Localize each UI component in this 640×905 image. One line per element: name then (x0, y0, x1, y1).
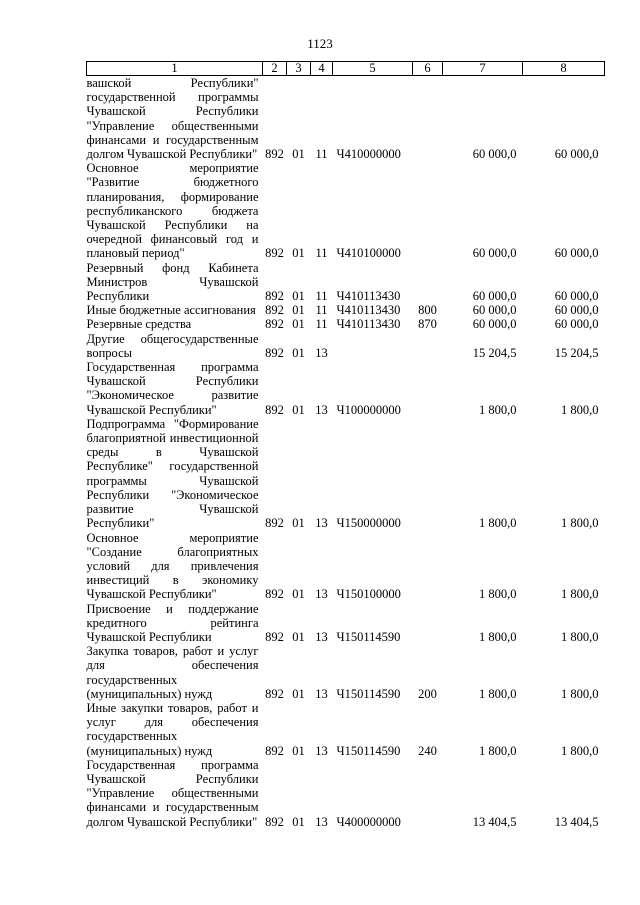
row-amount-1: 60 000,0 (472, 246, 517, 261)
row-expense-type: 800 (418, 303, 437, 318)
row-section: 01 (292, 303, 305, 318)
row-expense-type: 200 (418, 686, 437, 701)
row-section: 01 (292, 686, 305, 701)
table-row (87, 76, 605, 162)
column-header-6: 6 (413, 62, 443, 76)
table-row (87, 644, 605, 701)
row-ministry-code: 892 (265, 289, 284, 304)
row-amount-2: 60 000,0 (554, 317, 599, 332)
row-amount-2: 1 800,0 (561, 516, 599, 531)
row-expense-type (413, 531, 443, 602)
table-row (87, 360, 605, 417)
table-row (87, 602, 605, 645)
row-name: вашской Республики" государственной программы Чувашской Республики "Управление общественными финансами и государственным долгом Чувашской Республики" (86, 76, 259, 162)
row-target-code: Ч410100000 (336, 246, 401, 261)
row-name: Государственная программа Чувашской Республики "Экономическое развитие Чувашской Республики" (86, 360, 259, 417)
row-name: Другие общегосударственные вопросы (86, 331, 259, 360)
header-row (87, 62, 605, 76)
row-amount-2: 60 000,0 (554, 289, 599, 304)
row-amount-2: 13 404,5 (554, 814, 599, 829)
row-subsection: 11 (315, 147, 328, 162)
row-amount-2: 60 000,0 (554, 246, 599, 261)
row-amount-2: 1 800,0 (561, 587, 599, 602)
row-amount-2: 60 000,0 (554, 303, 599, 318)
row-ministry-code: 892 (265, 303, 284, 318)
row-expense-type: 870 (418, 317, 437, 332)
row-name: Резервные средства (86, 317, 192, 332)
row-ministry-code: 892 (265, 516, 284, 531)
row-expense-type (413, 332, 443, 360)
row-amount-2: 15 204,5 (554, 345, 599, 360)
column-header-7: 7 (443, 62, 523, 76)
row-ministry-code: 892 (265, 743, 284, 758)
budget-table (86, 61, 605, 829)
row-amount-2: 1 800,0 (561, 629, 599, 644)
row-amount-1: 1 800,0 (479, 587, 517, 602)
row-target-code: Ч100000000 (336, 402, 401, 417)
table-row (87, 701, 605, 758)
row-ministry-code: 892 (265, 629, 284, 644)
row-ministry-code: 892 (265, 345, 284, 360)
row-subsection: 13 (315, 402, 328, 417)
row-expense-type: 240 (418, 743, 437, 758)
row-name: Резервный фонд Кабинета Министров Чувашской Республики (86, 260, 259, 304)
row-amount-1: 1 800,0 (479, 516, 517, 531)
row-amount-2: 1 800,0 (561, 402, 599, 417)
table-row (87, 261, 605, 304)
column-header-5: 5 (333, 62, 413, 76)
row-amount-1: 1 800,0 (479, 686, 517, 701)
row-section: 01 (292, 629, 305, 644)
row-target-code: Ч150100000 (336, 587, 401, 602)
row-section: 01 (292, 317, 305, 332)
row-ministry-code: 892 (265, 147, 284, 162)
row-target-code: Ч410000000 (336, 147, 401, 162)
row-target-code: Ч410113430 (336, 289, 401, 304)
row-target-code (333, 332, 413, 360)
table-row (87, 531, 605, 602)
row-ministry-code: 892 (265, 402, 284, 417)
row-amount-1: 1 800,0 (479, 402, 517, 417)
table-body (87, 76, 605, 829)
row-section: 01 (292, 402, 305, 417)
table-row (87, 317, 605, 331)
row-name: Государственная программа Чувашской Республики "Управление общественными финансами и государственным долгом Чувашской Республики" (86, 757, 259, 829)
row-section: 01 (292, 147, 305, 162)
row-subsection: 13 (315, 629, 328, 644)
row-ministry-code: 892 (265, 246, 284, 261)
row-name: Подпрограмма "Формирование благоприятной инвестиционной среды в Чувашской Республике" государственной программы Чувашской Республики "Экономическое развитие Чувашской Республики" (86, 416, 259, 531)
row-target-code: Ч150114590 (336, 629, 401, 644)
row-section: 01 (292, 743, 305, 758)
row-subsection: 11 (315, 317, 328, 332)
row-section: 01 (292, 516, 305, 531)
row-target-code: Ч400000000 (336, 814, 401, 829)
column-header-1: 1 (87, 62, 263, 76)
row-name: Основное мероприятие "Создание благоприятных условий для привлечения инвестиций в экономику Чувашской Республики" (86, 530, 259, 602)
table-row (87, 332, 605, 360)
row-subsection: 13 (315, 587, 328, 602)
row-section: 01 (292, 587, 305, 602)
row-subsection: 13 (315, 516, 328, 531)
row-expense-type (413, 360, 443, 417)
page-number: 1123 (307, 36, 333, 51)
table-row (87, 161, 605, 260)
row-amount-1: 60 000,0 (472, 317, 517, 332)
row-subsection: 11 (315, 246, 328, 261)
row-expense-type (413, 758, 443, 829)
row-amount-1: 1 800,0 (479, 743, 517, 758)
row-name: Иные бюджетные ассигнования (86, 303, 256, 318)
row-target-code: Ч150114590 (336, 743, 401, 758)
column-header-2: 2 (263, 62, 287, 76)
row-name: Основное мероприятие "Развитие бюджетного планирования, формирование республиканского бюджета Чувашской Республики на очередной финансовый год и плановый период" (86, 161, 259, 261)
row-section: 01 (292, 814, 305, 829)
row-section: 01 (292, 289, 305, 304)
row-name: Закупка товаров, работ и услуг для обеспечения государственных (муниципальных) нужд (86, 644, 259, 701)
row-subsection: 13 (315, 814, 328, 829)
row-amount-1: 60 000,0 (472, 303, 517, 318)
row-section: 01 (292, 246, 305, 261)
row-amount-1: 60 000,0 (472, 289, 517, 304)
table-row (87, 303, 605, 317)
table-row (87, 417, 605, 531)
row-name: Присвоение и поддержание кредитного рейтинга Чувашской Республики (86, 601, 259, 644)
column-header-8: 8 (523, 62, 605, 76)
row-target-code: Ч410113430 (336, 303, 401, 318)
row-amount-1: 1 800,0 (479, 629, 517, 644)
row-ministry-code: 892 (265, 686, 284, 701)
row-subsection: 11 (315, 303, 328, 318)
column-header-4: 4 (311, 62, 333, 76)
row-expense-type (413, 261, 443, 304)
row-subsection: 13 (315, 743, 328, 758)
row-expense-type (413, 161, 443, 260)
row-amount-1: 15 204,5 (472, 345, 517, 360)
row-amount-1: 13 404,5 (472, 814, 517, 829)
row-ministry-code: 892 (265, 317, 284, 332)
row-amount-2: 1 800,0 (561, 743, 599, 758)
row-name: Иные закупки товаров, работ и услуг для обеспечения государственных (муниципальных) нужд (86, 700, 259, 758)
row-subsection: 13 (315, 345, 328, 360)
row-amount-1: 60 000,0 (472, 147, 517, 162)
row-section: 01 (292, 345, 305, 360)
row-target-code: Ч150114590 (336, 686, 401, 701)
row-expense-type (413, 602, 443, 645)
row-subsection: 13 (315, 686, 328, 701)
column-header-3: 3 (287, 62, 311, 76)
row-target-code: Ч410113430 (336, 317, 401, 332)
table-row (87, 758, 605, 829)
row-ministry-code: 892 (265, 814, 284, 829)
row-ministry-code: 892 (265, 587, 284, 602)
row-expense-type (413, 76, 443, 162)
row-expense-type (413, 417, 443, 531)
row-amount-2: 60 000,0 (554, 147, 599, 162)
row-target-code: Ч150000000 (336, 516, 401, 531)
row-subsection: 11 (315, 289, 328, 304)
row-amount-2: 1 800,0 (561, 686, 599, 701)
